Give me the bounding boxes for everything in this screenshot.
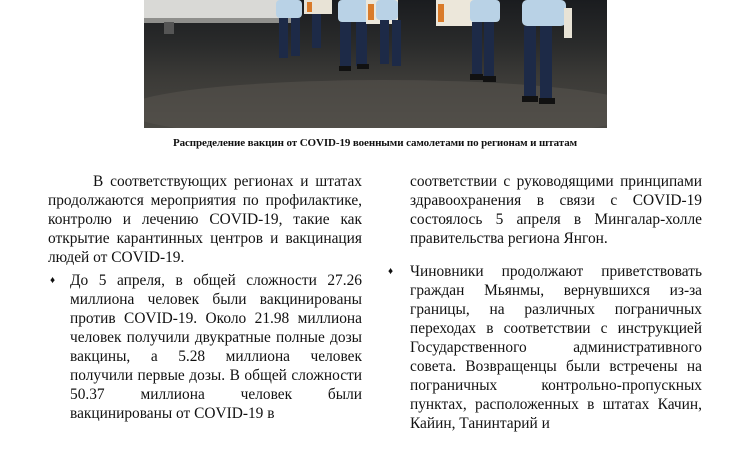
left-column [48,172,362,423]
vaccine-transport-photo [144,0,607,128]
continuation-text: соответствии с руководящими принципами здравоохранения в связи с COVID-19 состоялось 5 апреля в Мингалар-холле правительства региона Янгон. [410,173,702,247]
intro-paragraph: В соответствующих регионах и штатах продолжаются мероприятия по профилактике, контролю и лечению COVID-19, такие как открытие карантинных центров и вакцинация людей от COVID-19. [48,173,362,266]
right-column [388,172,702,433]
diamond-bullet-icon: ♦ [388,266,394,277]
list-item [388,262,702,433]
vaccination-stats-text: До 5 апреля, в общей сложности 27.26 миллиона человек были вакцинированы против COVID-19. Около 21.98 миллиона человек получили двукратные полные дозы вакцины, а 5.28 миллиона человек получили первые дозы. В общей сложности 50.37 миллиона человек были вакцинированы от COVID-19 в [70,272,362,422]
list-item [48,271,362,423]
diamond-bullet-icon: ♦ [50,275,56,286]
returnees-text: Чиновники продолжают приветствовать граждан Мьянмы, вернувшихся из-за границы, на различных пограничных переходах в соответствии с инструкцией Государственного административного совета. Возвращенцы были встречены на пограничных контрольно-пропускных пунктах, расположенных в штатах Качин, Кайин, Танинтарий и [410,263,702,432]
photo-caption: Распределение вакцин от COVID-19 военными самолетами по регионам и штатам [172,137,578,149]
